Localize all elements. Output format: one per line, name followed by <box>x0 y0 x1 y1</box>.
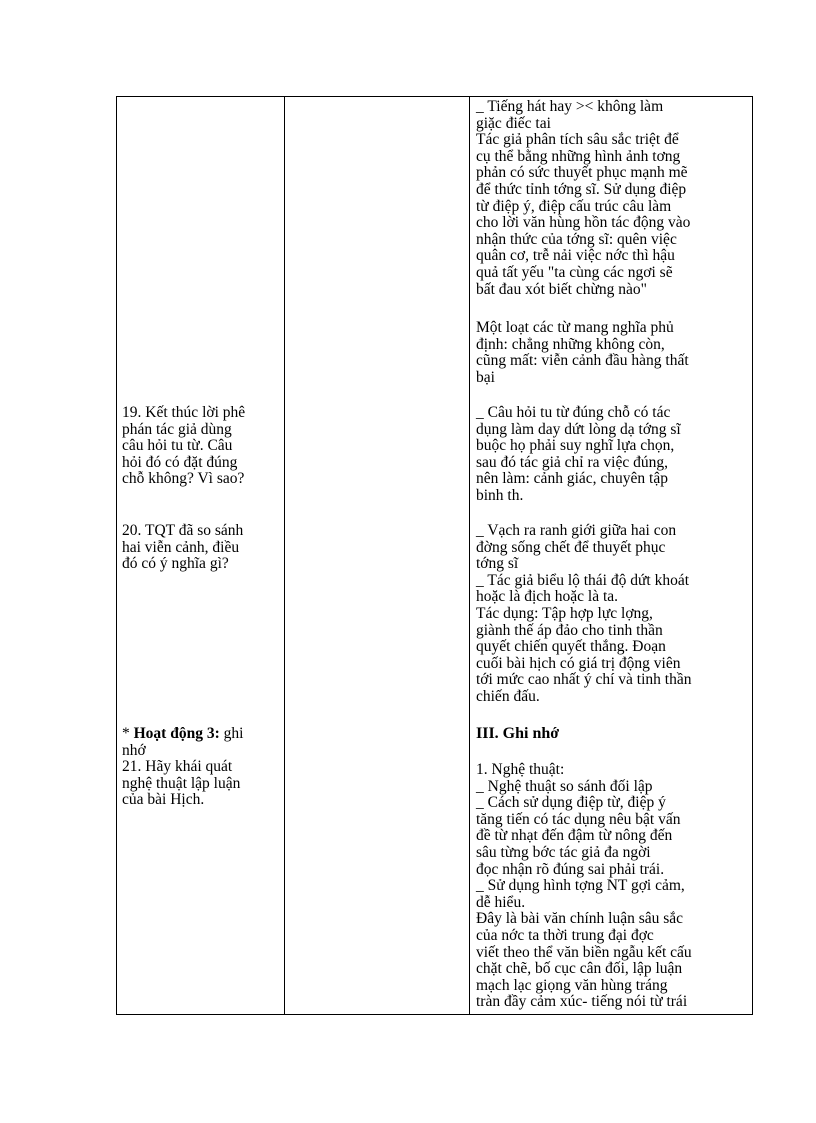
text-line: Đây là bài văn chính luận sâu sắc <box>476 910 684 928</box>
text-line: _ Tác giả biểu lộ thái độ dứt khoát <box>476 571 690 589</box>
text-line: cụ thể bằng những hình ảnh tơng <box>476 147 681 165</box>
text-line: _ Cách sử dụng điệp từ, điệp ý <box>476 794 666 812</box>
text-line: nghệ thuật lập luận <box>122 774 241 792</box>
text-line: Tác dụng: Tập hợp lực lợng, <box>476 604 653 622</box>
text-line: sâu từng bớc tác giả đa ngời <box>476 843 651 861</box>
text-line: để thức tỉnh tớng sĩ. Sử dụng điệp <box>476 180 687 198</box>
text-line: đờng sống chết để thuyết phục <box>476 538 666 556</box>
text-line: của nớc ta thời trung đại đợc <box>476 926 654 944</box>
text-line: giặc điếc tai <box>476 114 551 132</box>
text-line: viết theo thể văn biền ngẫu kết cấu <box>476 943 692 961</box>
text-line: phản có sức thuyết phục mạnh mẽ <box>476 164 688 182</box>
text-line: buộc họ phải suy nghĩ lựa chọn, <box>476 437 675 455</box>
text-line: phán tác giả dùng <box>122 420 232 438</box>
text-line: định: chẳng những không còn, <box>476 335 665 353</box>
text-line: chiến đấu. <box>476 687 540 705</box>
text-line: mạch lạc giọng văn hùng tráng <box>476 976 668 994</box>
text-line: quả tất yếu "ta cùng các ngơi sẽ <box>476 263 673 281</box>
text-line: _ Tiếng hát hay >< không làm <box>476 98 664 115</box>
question-19 <box>122 405 278 488</box>
text-line: đó có ý nghĩa gì? <box>122 555 229 573</box>
text-line: dụng làm day dứt lòng dạ tớng sĩ <box>476 420 681 438</box>
text-line: từ điệp ý, điệp cấu trúc câu làm <box>476 197 672 215</box>
column-divider-1 <box>284 97 285 1014</box>
q20-answer-block <box>476 523 744 706</box>
text-line <box>122 726 278 743</box>
text-line: nên làm: cảnh giác, chuyên tập <box>476 470 668 488</box>
intro-analysis-block <box>476 99 744 298</box>
column-divider-2 <box>469 97 470 1014</box>
text-line: chặt chẽ, bố cục cân đối, lập luận <box>476 960 683 978</box>
text-line: nhận thức của tớng sĩ: quên việc <box>476 230 677 248</box>
text-line: bại <box>476 368 495 386</box>
text-line: tới mức cao nhất ý chí và tinh thần <box>476 671 692 689</box>
text-line: Tác giả phân tích sâu sắc triệt để <box>476 131 679 149</box>
text-line: bất đau xót biết chừng nào" <box>476 280 647 298</box>
text-line: 21. Hãy khái quát <box>122 758 233 776</box>
text-line: Một loạt các từ mang nghĩa phủ <box>476 319 674 336</box>
text-line: hỏi đó có đặt đúng <box>122 453 238 471</box>
text-line: _ Vạch ra ranh giới giữa hai con <box>476 522 677 539</box>
text-line: đề từ nhạt đến đậm từ nông đến <box>476 827 673 845</box>
text-line: quân cơ, trễ nải việc nớc thì hậu <box>476 247 675 265</box>
ghi-nho-block <box>476 762 744 1011</box>
text-line: quyết chiến quyết thắng. Đoạn <box>476 638 666 656</box>
text-line: _ Câu hỏi tu từ đúng chỗ có tác <box>476 404 671 421</box>
text-line: _ Nghệ thuật so sánh đối lập <box>476 777 653 795</box>
activity-bold-title: Hoạt động 3: <box>133 725 220 742</box>
text-line: dễ hiểu. <box>476 893 526 911</box>
text-line: giành thế áp đảo cho tinh thần <box>476 621 663 639</box>
activity-3-label <box>122 726 278 809</box>
text-line: cuối bài hịch có giá trị động viên <box>476 654 681 672</box>
text-line: nhớ <box>122 741 146 759</box>
text-line: của bài Hịch. <box>122 791 205 809</box>
negation-block <box>476 320 744 386</box>
text-line: 19. Kết thúc lời phê <box>122 404 246 421</box>
text-line: _ Sử dụng hình tợng NT gợi cảm, <box>476 877 685 895</box>
text-line: 20. TQT đã so sánh <box>122 522 244 539</box>
text-line: tràn đầy cảm xúc- tiếng nói từ trái <box>476 993 688 1011</box>
text-line: 1. Nghệ thuật: <box>476 761 565 778</box>
text-line: câu hỏi tu từ. Câu <box>122 437 233 455</box>
q19-answer-block <box>476 405 744 505</box>
text-line: binh th. <box>476 486 524 504</box>
text-line: tớng sĩ <box>476 555 519 573</box>
question-20 <box>122 523 278 573</box>
text-line: hoặc là địch hoặc là ta. <box>476 588 619 606</box>
text-line: đọc nhận rõ đúng sai phải trái. <box>476 860 665 878</box>
section-heading: III. Ghi nhớ <box>476 725 560 742</box>
text-line: cũng mất: viễn cảnh đầu hàng thất <box>476 352 689 370</box>
text-line: tăng tiến có tác dụng nêu bật vấn <box>476 810 681 828</box>
activity-prefix: * <box>122 725 134 742</box>
text-line: chỗ không? Vì sao? <box>122 470 245 488</box>
text-line: sau đó tác giả chỉ ra việc đúng, <box>476 453 668 471</box>
activity-rest: ghi <box>219 725 244 742</box>
text-line: hai viễn cảnh, điều <box>122 538 240 556</box>
text-line: cho lời văn hùng hồn tác động vào <box>476 214 691 232</box>
